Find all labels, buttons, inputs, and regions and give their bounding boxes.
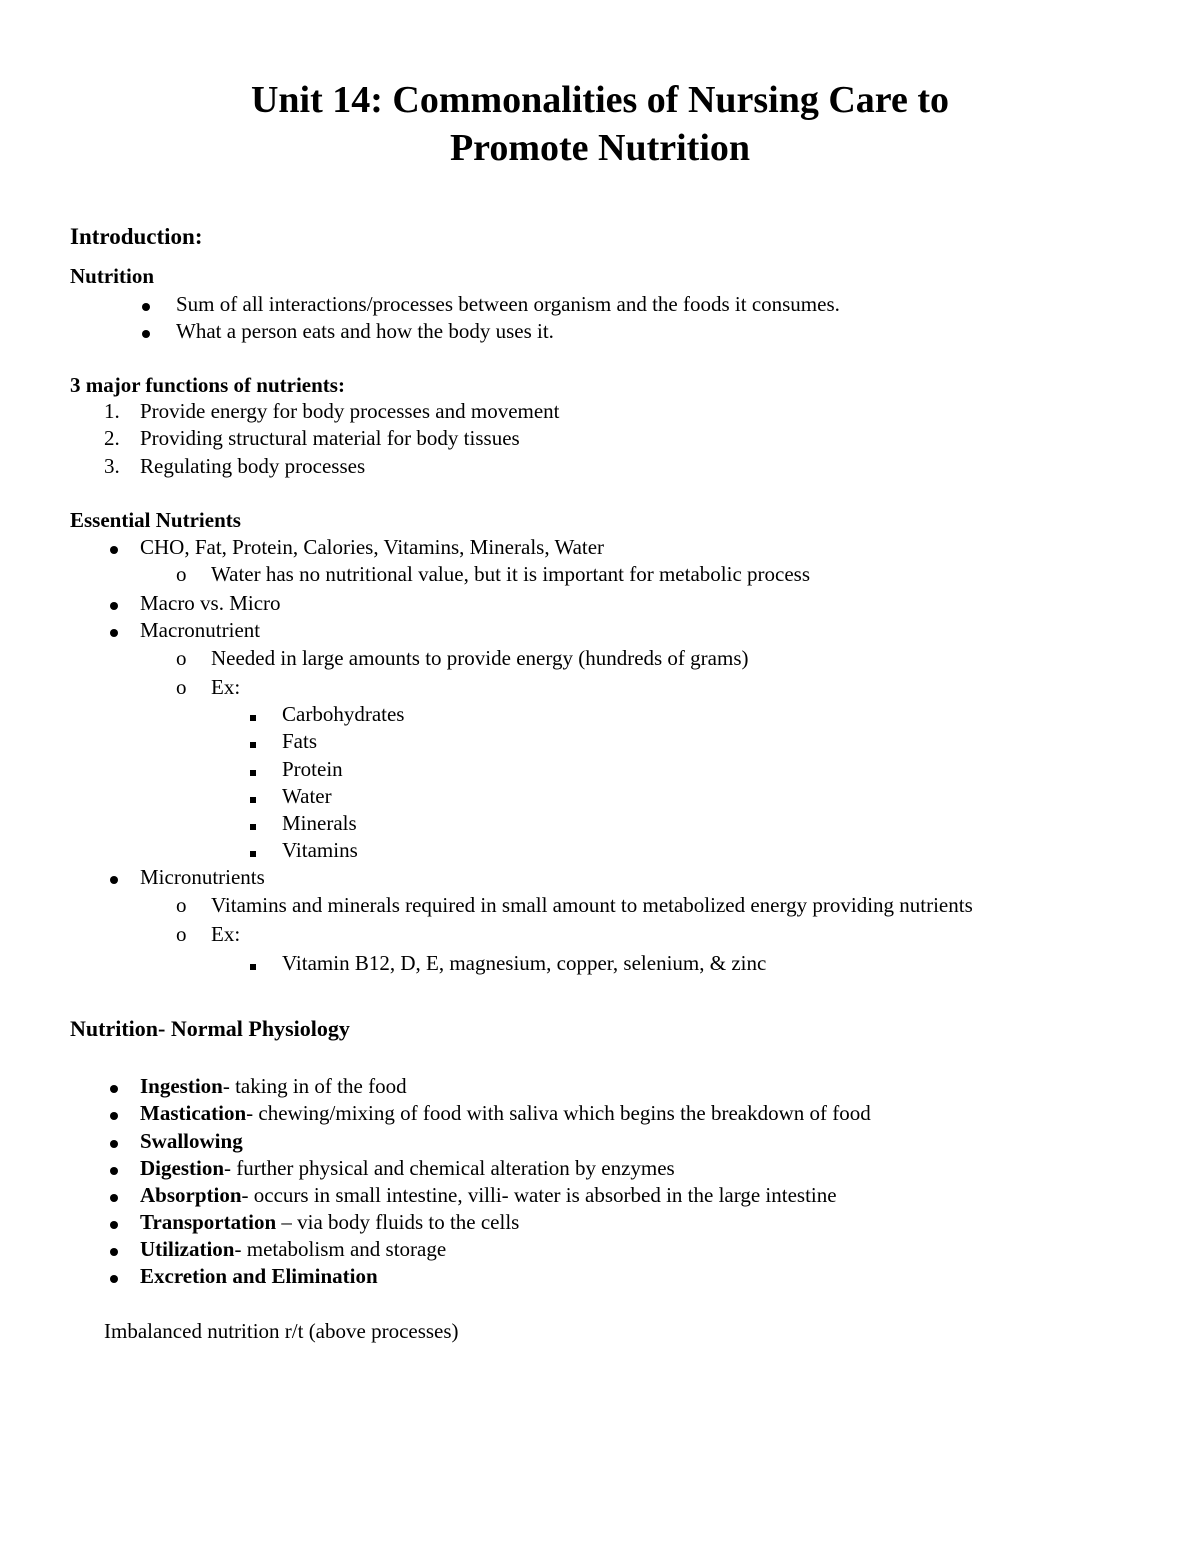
bullet-icon	[110, 617, 118, 643]
physiology-term: Utilization	[140, 1237, 235, 1261]
functions-heading: 3 major functions of nutrients:	[70, 373, 345, 397]
function-number: 3.	[104, 454, 120, 478]
bullet-icon	[110, 1263, 118, 1289]
micro-sub-2: Ex:	[211, 922, 241, 946]
macro-sub-2: Ex:	[211, 675, 241, 699]
physiology-desc: - taking in of the food	[222, 1074, 407, 1098]
physiology-item	[140, 1182, 837, 1208]
physiology-term: Swallowing	[140, 1129, 243, 1153]
intro-bullet-1: Sum of all interactions/processes between organism and the foods it consumes.	[176, 292, 840, 316]
intro-heading: Introduction:	[70, 224, 203, 249]
circle-bullet-icon: o	[176, 675, 187, 699]
essential-sub-water: Water has no nutritional value, but it is important for metabolic process	[211, 562, 810, 586]
circle-bullet-icon: o	[176, 646, 187, 670]
macro-example: Protein	[282, 757, 343, 781]
physiology-item	[140, 1263, 378, 1289]
document-title	[0, 76, 1200, 172]
function-item-2: Providing structural material for body tissues	[140, 426, 520, 450]
essential-bullet-4: Micronutrients	[140, 865, 265, 889]
bullet-icon	[110, 590, 118, 616]
physiology-desc: – via body fluids to the cells	[276, 1210, 520, 1234]
essential-heading: Essential Nutrients	[70, 508, 241, 532]
physiology-heading: Nutrition- Normal Physiology	[70, 1016, 350, 1041]
bullet-icon	[110, 1073, 118, 1099]
title-line-2: Promote Nutrition	[449, 127, 751, 169]
macro-sub-1: Needed in large amounts to provide energy (hundreds of grams)	[211, 646, 749, 670]
physiology-term: Absorption	[140, 1183, 242, 1207]
intro-bullet-2: What a person eats and how the body uses it.	[176, 319, 554, 343]
bullet-icon	[110, 1155, 118, 1181]
physiology-term: Transportation	[140, 1210, 277, 1234]
physiology-term: Excretion and Elimination	[140, 1264, 378, 1288]
essential-bullet-2: Macro vs. Micro	[140, 591, 281, 615]
square-bullet-icon	[250, 950, 256, 976]
function-number: 1.	[104, 399, 120, 423]
circle-bullet-icon: o	[176, 893, 187, 917]
circle-bullet-icon: o	[176, 922, 187, 946]
bullet-icon	[142, 291, 150, 317]
imbalanced-nutrition-note: Imbalanced nutrition r/t (above processes)	[104, 1319, 459, 1343]
function-item-3: Regulating body processes	[140, 454, 366, 478]
title-line-1: Unit 14: Commonalities of Nursing Care to	[250, 79, 950, 121]
bullet-icon	[110, 1182, 118, 1208]
physiology-term: Digestion	[140, 1156, 224, 1180]
macro-example: Fats	[282, 729, 318, 753]
function-item-1: Provide energy for body processes and movement	[140, 399, 560, 423]
physiology-item	[140, 1155, 675, 1181]
physiology-item	[140, 1209, 519, 1235]
bullet-icon	[110, 864, 118, 890]
physiology-item	[140, 1236, 446, 1262]
bullet-icon	[110, 1128, 118, 1154]
essential-bullet-3: Macronutrient	[140, 618, 261, 642]
square-bullet-icon	[250, 837, 256, 863]
square-bullet-icon	[250, 728, 256, 754]
physiology-desc: - metabolism and storage	[234, 1237, 447, 1261]
square-bullet-icon	[250, 783, 256, 809]
physiology-term: Ingestion	[140, 1074, 223, 1098]
bullet-icon	[142, 318, 150, 344]
bullet-icon	[110, 1100, 118, 1126]
physiology-item	[140, 1100, 871, 1126]
physiology-item	[140, 1073, 407, 1099]
square-bullet-icon	[250, 756, 256, 782]
macro-example: Water	[282, 784, 332, 808]
micro-sub-1: Vitamins and minerals required in small amount to metabolized energy providing nutrients	[211, 893, 973, 917]
macro-example: Carbohydrates	[282, 702, 405, 726]
bullet-icon	[110, 1209, 118, 1235]
square-bullet-icon	[250, 701, 256, 727]
physiology-desc: - further physical and chemical alteration by enzymes	[224, 1156, 675, 1180]
physiology-term: Mastication	[140, 1101, 247, 1125]
nutrition-subheading: Nutrition	[70, 264, 154, 288]
physiology-desc: - chewing/mixing of food with saliva which begins the breakdown of food	[246, 1101, 871, 1125]
macro-example: Vitamins	[282, 838, 358, 862]
physiology-desc: - occurs in small intestine, villi- water is absorbed in the large intestine	[241, 1183, 837, 1207]
physiology-item	[140, 1128, 243, 1154]
macro-example: Minerals	[282, 811, 357, 835]
function-number: 2.	[104, 426, 120, 450]
essential-bullet-1: CHO, Fat, Protein, Calories, Vitamins, Minerals, Water	[140, 535, 605, 559]
square-bullet-icon	[250, 810, 256, 836]
micro-example: Vitamin B12, D, E, magnesium, copper, selenium, & zinc	[282, 951, 767, 975]
bullet-icon	[110, 1236, 118, 1262]
circle-bullet-icon: o	[176, 562, 187, 586]
bullet-icon	[110, 534, 118, 560]
